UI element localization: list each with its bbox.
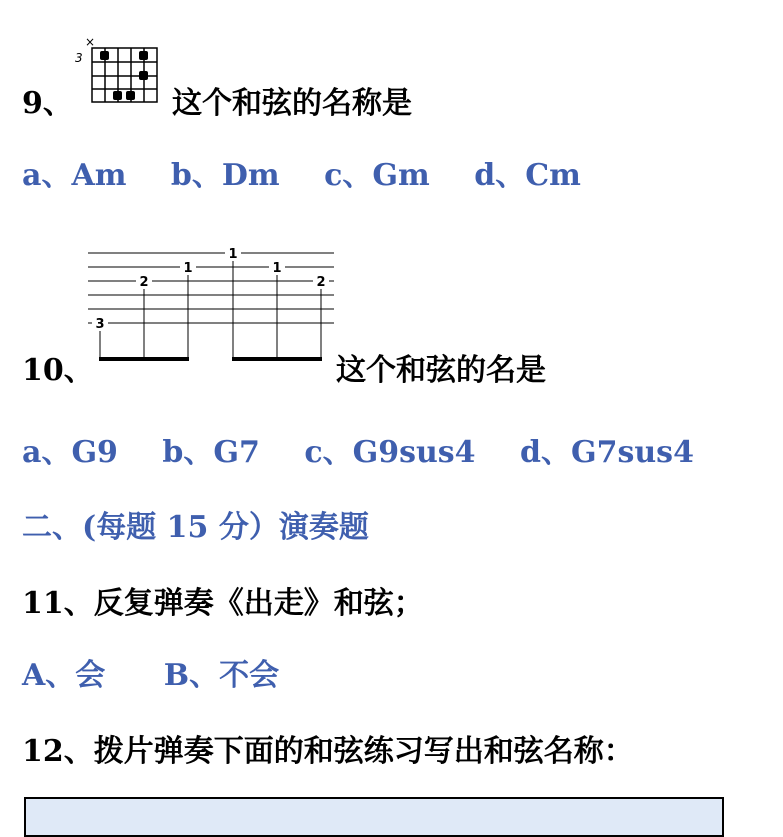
q9-option-a[interactable]: a、Am <box>22 158 127 193</box>
chord-fret-label: 3 <box>75 51 83 65</box>
q10-option-c[interactable]: c、G9sus4 <box>304 435 476 470</box>
q10-option-a[interactable]: a、G9 <box>22 435 118 470</box>
tab-number: 1 <box>272 261 282 276</box>
q9-prompt-line <box>172 78 412 122</box>
q9-line <box>22 78 73 122</box>
chord-diagram <box>72 36 167 108</box>
chord-muted-mark: × <box>85 36 96 49</box>
q9-prompt: 这个和弦的名称是 <box>172 86 412 121</box>
q11-options <box>22 650 313 694</box>
q9-option-d[interactable]: d、Cm <box>474 158 581 193</box>
q11-option-b[interactable]: B、不会 <box>163 658 280 693</box>
q12-text: 12、拨片弹奏下面的和弦练习写出和弦名称： <box>22 734 634 769</box>
q10-option-d[interactable]: d、G7sus4 <box>520 435 694 470</box>
tab-number: 2 <box>139 275 149 290</box>
q10-options <box>22 427 728 471</box>
q10-option-b[interactable]: b、G7 <box>162 435 260 470</box>
tab-number: 1 <box>228 247 238 262</box>
q10-prompt: 这个和弦的名是 <box>336 353 546 388</box>
tab-number: 2 <box>316 275 326 290</box>
q10-prompt-line <box>336 345 546 389</box>
q10-number-line <box>22 345 94 389</box>
q9-option-b[interactable]: b、Dm <box>170 158 280 193</box>
tab-number: 3 <box>95 317 105 332</box>
q10-number: 10、 <box>22 353 94 388</box>
q11-text: 11、反复弹奏《出走》和弦； <box>22 586 424 621</box>
tab-diagram <box>84 245 339 365</box>
q9-number: 9、 <box>22 86 73 121</box>
tab-strings <box>88 253 334 323</box>
chord-exercise-staff <box>24 797 724 837</box>
q9-option-c[interactable]: c、Gm <box>324 158 430 193</box>
q11-option-a[interactable]: A、会 <box>22 658 106 693</box>
q9-options <box>22 150 615 194</box>
tab-number: 1 <box>183 261 193 276</box>
section-title: 二、(每题 15 分）演奏题 <box>22 510 369 545</box>
